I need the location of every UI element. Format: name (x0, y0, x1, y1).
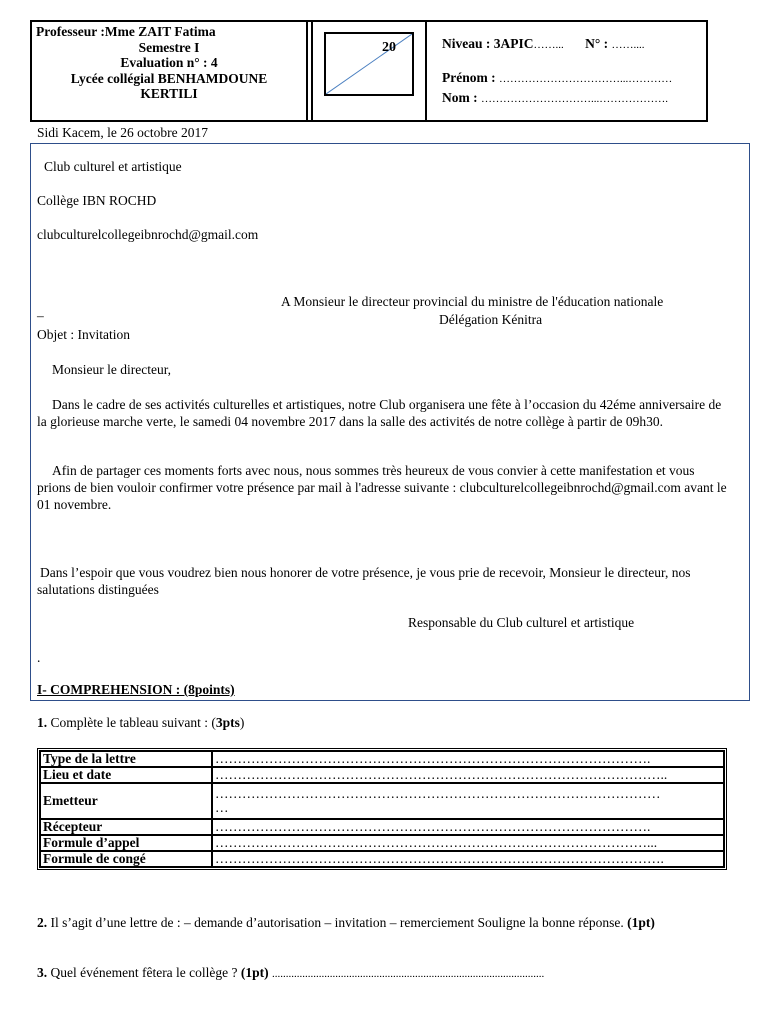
row-label: Lieu et date (40, 767, 212, 783)
q1-text: Complète le tableau suivant : ( (50, 715, 216, 730)
table-row (40, 819, 724, 835)
header-box (30, 20, 708, 122)
sender-email: clubculturelcollegeibnrochd@gmail.com (37, 227, 259, 242)
table-row (40, 767, 724, 783)
sender-school: Collège IBN ROCHD (37, 193, 157, 208)
q3-number: 3. (37, 965, 48, 980)
evaluation-number: Evaluation n° : 4 (120, 55, 218, 70)
prenom-row (442, 70, 672, 86)
prenom-field[interactable]: ……………………………...………… (498, 73, 673, 85)
school-name-line1: Lycée collégial BENHAMDOUNE (70, 70, 268, 86)
score-box (324, 32, 414, 96)
q1-points: 3pts (215, 715, 240, 730)
nom-field[interactable]: …………………………...………………. (481, 93, 668, 105)
table-row (40, 783, 724, 819)
paragraph-1: Dans le cadre de ses activités culturelles et artistiques, notre Club organisera une fête à l’occasion du 42éme anniversaire de la glorieuse marche verte, le samedi 04 novembre 2017 dans la salle des activités de notre collège à partir de 09h30. (37, 397, 722, 429)
q1-number: 1. (37, 715, 48, 730)
niveau-dots: ……... (533, 39, 564, 51)
paragraph-2: Afin de partager ces moments forts avec nous, nous sommes très heureux de vous convier à cette manifestation et vous prions de bien vouloir confirmer votre présence par mail à l'adresse suivante : clubculturelcollegeibnrochd@gmail.com avant le 01 novembre. (37, 463, 727, 512)
semester: Semestre I (138, 39, 200, 55)
niveau-row (442, 36, 645, 52)
salutation: Monsieur le directeur, (52, 362, 172, 377)
q2-number: 2. (37, 915, 48, 930)
question-2 (37, 914, 717, 931)
score-diagonal (326, 34, 412, 94)
closing-formula: Dans l’espoir que vous voudrez bien nous honorer de votre présence, je vous prie de recevoir, Monsieur le directeur, nos salutations distinguées (37, 565, 691, 597)
school-name-line2: KERTILI (140, 86, 198, 101)
q3-text: Quel événement fêtera le collège ? (50, 965, 238, 980)
answer-field[interactable]: ……………………………………………………………………………………….. (212, 767, 724, 783)
signature: Responsable du Club culturel et artistique (408, 615, 635, 630)
score-cell (311, 22, 427, 120)
niveau-label: Niveau : 3APIC (442, 36, 534, 51)
q3-answer-field[interactable]: ................................................................................................... (272, 968, 545, 980)
answer-field[interactable]: ……………………………………………………………………………………... (212, 835, 724, 851)
prenom-label: Prénom : (442, 70, 496, 85)
object-line: Objet : Invitation (37, 327, 130, 342)
answer-dots-line1: ……………………………………………………………………………………… (215, 786, 661, 801)
nom-row (442, 90, 668, 106)
q1-close: ) (239, 715, 245, 730)
answer-dots-line2: … (215, 800, 229, 815)
student-info (430, 22, 706, 120)
answer-field[interactable]: ……………………………………………………………………………………. (212, 819, 724, 835)
recipient-dash: – (37, 308, 44, 323)
row-label: Formule d’appel (40, 835, 212, 851)
question-1 (37, 715, 244, 731)
recipient-line2: Délégation Kénitra (439, 312, 543, 327)
q3-points: (1pt) (240, 965, 269, 980)
row-label: Récepteur (40, 819, 212, 835)
nom-label: Nom : (442, 90, 478, 105)
question-3 (37, 965, 544, 981)
answer-field[interactable]: ……………………………………………………………………………………. (212, 751, 724, 767)
score-total: 20 (382, 40, 396, 55)
answer-field[interactable]: ………………………………………………………………………………………. (212, 851, 724, 867)
table-row (40, 835, 724, 851)
row-label: Emetteur (40, 783, 212, 819)
teacher-name: Professeur :Mme ZAIT Fatima (36, 24, 216, 39)
row-label: Formule de congé (40, 851, 212, 867)
q2-text[interactable]: Il s’agit d’une lettre de : – demande d’autorisation – invitation – remerciement Souligne la bonne réponse. (50, 915, 624, 930)
row-label: Type de la lettre (40, 751, 212, 767)
trailing-dot: . (37, 650, 41, 665)
sender-name: Club culturel et artistique (44, 159, 182, 174)
q2-points: (1pt) (627, 915, 655, 930)
numero-label: N° : (585, 36, 609, 51)
answer-field[interactable] (212, 783, 724, 819)
table-row (40, 751, 724, 767)
table-row (40, 851, 724, 867)
teacher-info (32, 22, 308, 120)
place-date: Sidi Kacem, le 26 octobre 2017 (37, 125, 208, 140)
numero-dots[interactable]: …….... (611, 39, 645, 51)
letter-analysis-table (37, 748, 727, 870)
recipient-line1: A Monsieur le directeur provincial du ministre de l'éducation nationale (281, 294, 664, 309)
section-title: I- COMPREHENSION : (8points) (37, 682, 235, 697)
